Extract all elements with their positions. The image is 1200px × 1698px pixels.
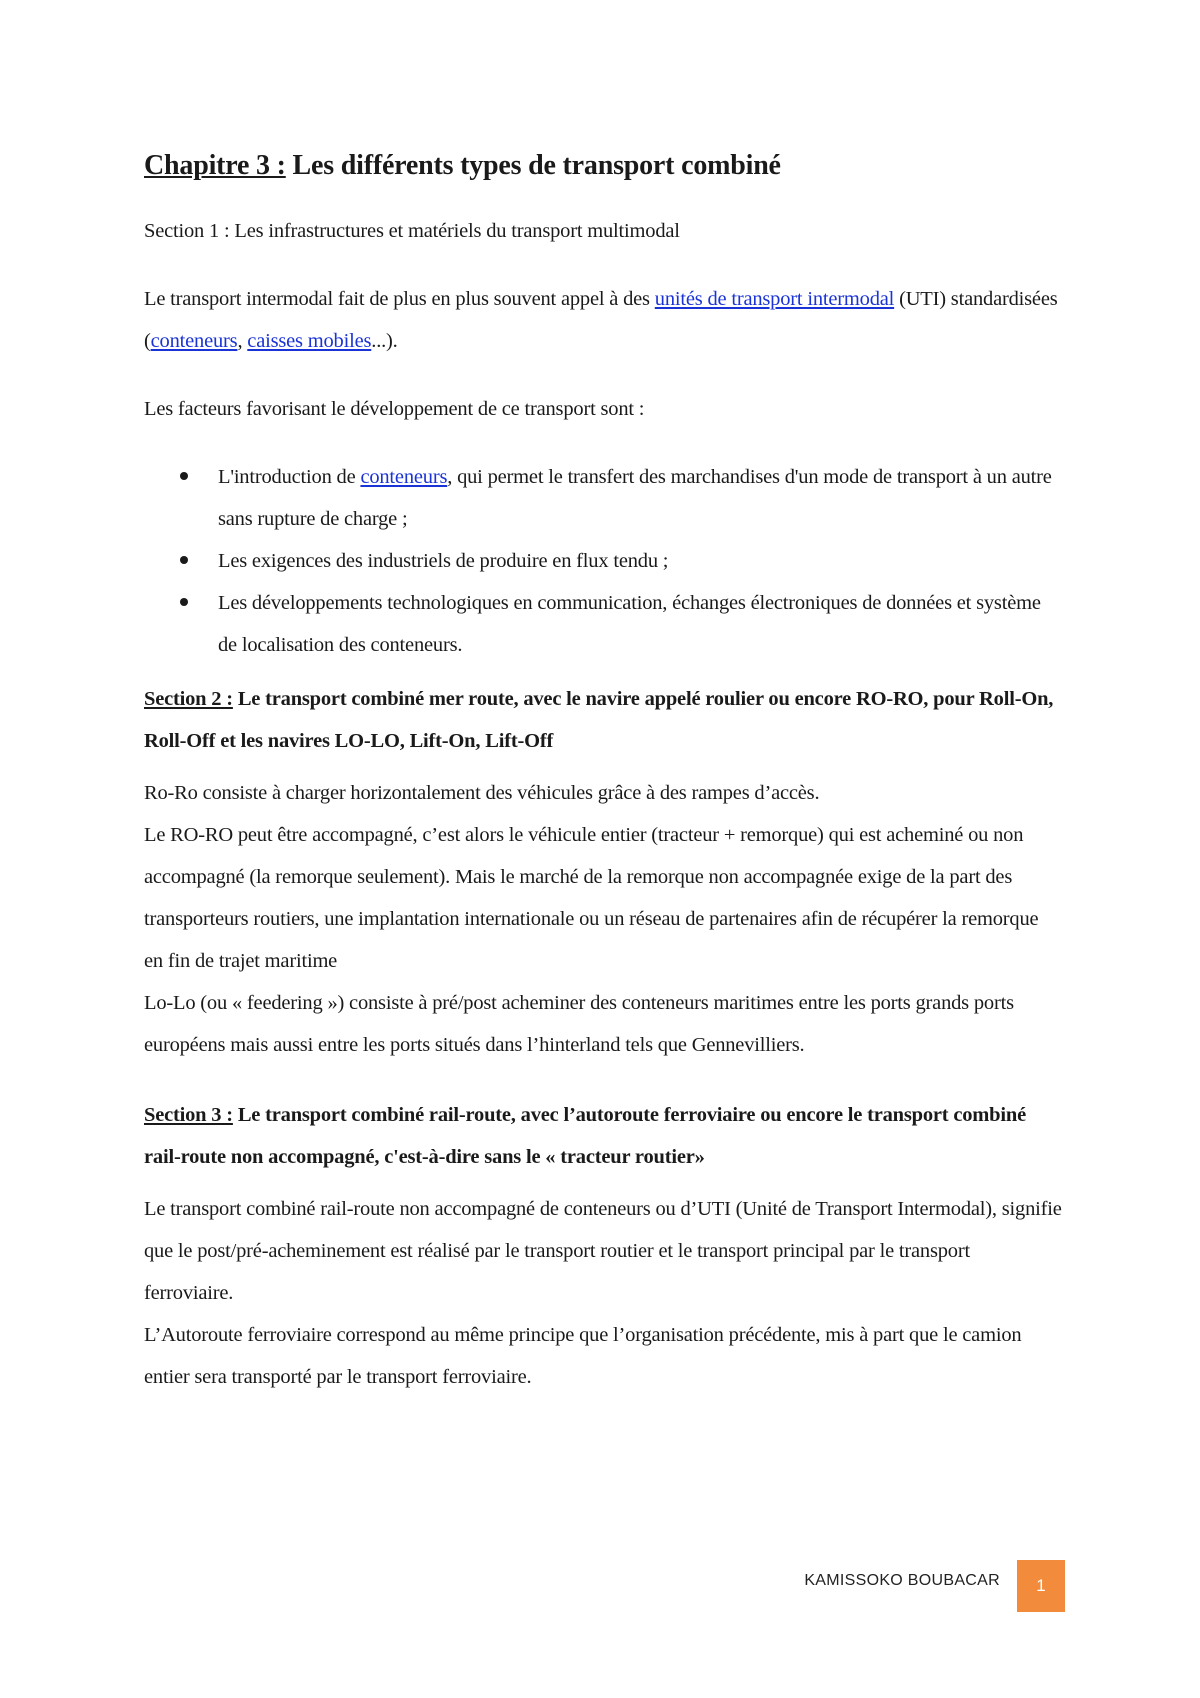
bullet-icon xyxy=(180,556,188,564)
section3-heading xyxy=(144,1094,1062,1178)
link-conteneurs[interactable]: conteneurs xyxy=(150,330,238,352)
section3-title: Le transport combiné rail-route, avec l’autoroute ferroviaire ou encore le transport combiné rail-route non accompagné, c'est-à-dire sans le « tracteur routier» xyxy=(144,1104,1026,1168)
chapter-title-text: Les différents types de transport combiné xyxy=(285,150,781,181)
text-run: , qui permet le transfert des marchandises d'un mode de transport à un autre sans rupture de charge ; xyxy=(218,466,1052,530)
list-item xyxy=(144,456,1062,540)
section2-line-accompanied: Le RO-RO peut être accompagné, c’est alors le véhicule entier (tracteur + remorque) qui est acheminé ou non accompagné (la remorque seulement). Mais le marché de la remorque non accompagnée exige de la part des transporteurs routiers, une implantation internationale ou un réseau de partenaires afin de récupérer la remorque en fin de trajet maritime xyxy=(144,824,1039,972)
text-run: Les exigences des industriels de produire en flux tendu ; xyxy=(218,550,669,572)
section1-factors-intro: Les facteurs favorisant le développement de ce transport sont : xyxy=(144,398,645,420)
section1-paragraph-uti xyxy=(144,278,1062,362)
factors-list xyxy=(144,456,1062,666)
text-run: Les développements technologiques en communication, échanges électroniques de données et système de localisation des conteneurs. xyxy=(218,592,1041,656)
text-run: , xyxy=(237,330,248,352)
section3-line-unaccompanied: Le transport combiné rail-route non accompagné de conteneurs ou d’UTI (Unité de Transport Intermodal), signifie que le post/pré-acheminement est réalisé par le transport routier et le transport principal par le transport ferroviaire. xyxy=(144,1198,1062,1304)
section2-body xyxy=(144,772,1062,1066)
section1-heading: Section 1 : Les infrastructures et matériels du transport multimodal xyxy=(144,220,680,242)
section3-line-autoroute: L’Autoroute ferroviaire correspond au même principe que l’organisation précédente, mis à part que le camion entier sera transporté par le transport ferroviaire. xyxy=(144,1324,1022,1388)
chapter-label: Chapitre 3 : xyxy=(144,150,286,181)
list-item xyxy=(144,582,1062,666)
text-run: (UTI) standardisées ( xyxy=(144,288,1058,352)
text-run: Le transport intermodal fait de plus en plus souvent appel à des xyxy=(144,288,655,310)
footer-author: KAMISSOKO BOUBACAR xyxy=(804,1572,1000,1589)
link-conteneurs-bullet[interactable]: conteneurs xyxy=(360,466,448,488)
section3-label: Section 3 : xyxy=(144,1104,233,1126)
section2-line-roro: Ro-Ro consiste à charger horizontalement des véhicules grâce à des rampes d’accès. xyxy=(144,782,820,804)
section2-line-lolo: Lo-Lo (ou « feedering ») consiste à pré/post acheminer des conteneurs maritimes entre les ports grands ports européens mais aussi entre les ports situés dans l’hinterland tels que Gennevilliers. xyxy=(144,992,1014,1056)
chapter-title xyxy=(144,148,1062,184)
section3-body xyxy=(144,1188,1062,1398)
section2-heading xyxy=(144,678,1062,762)
page-footer xyxy=(0,1560,1200,1612)
bullet-icon xyxy=(180,472,188,480)
document-page xyxy=(144,140,1062,1426)
section2-title: Le transport combiné mer route, avec le navire appelé roulier ou encore RO-RO, pour Roll-On, Roll-Off et les navires LO-LO, Lift-On, Lift-Off xyxy=(144,688,1054,752)
bullet-icon xyxy=(180,598,188,606)
link-caisses-mobiles[interactable]: caisses mobiles xyxy=(247,330,372,352)
list-item xyxy=(144,540,1062,582)
page-number-badge: 1 xyxy=(1017,1560,1065,1612)
section2-label: Section 2 : xyxy=(144,688,233,710)
text-run: ...). xyxy=(371,330,398,352)
link-uti[interactable]: unités de transport intermodal xyxy=(654,288,895,310)
text-run: L'introduction de xyxy=(218,466,361,488)
